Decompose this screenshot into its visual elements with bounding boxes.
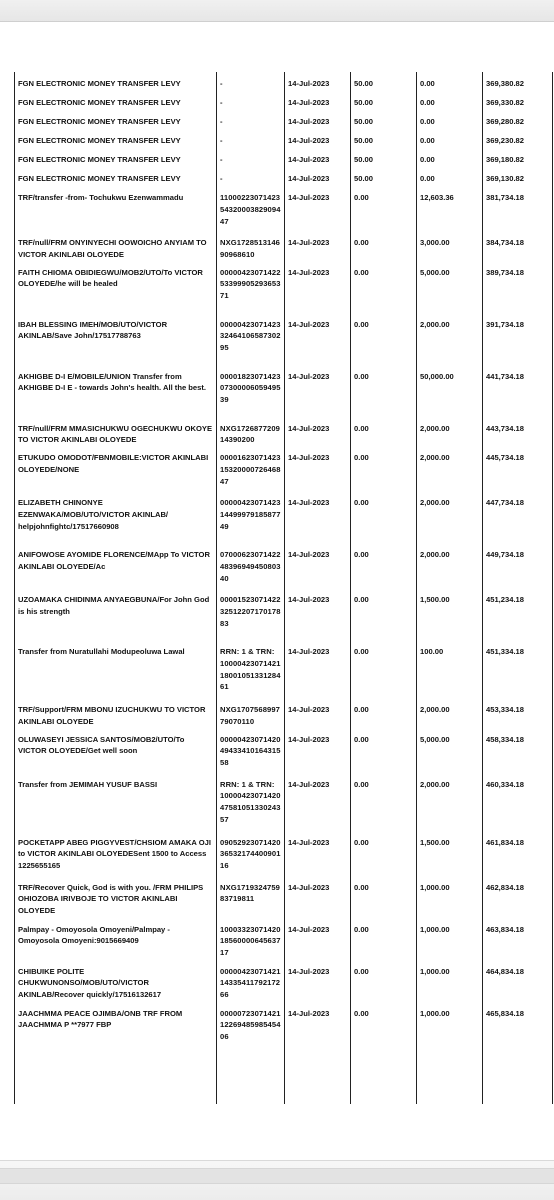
date-cell: 14-Jul-2023 bbox=[285, 588, 351, 640]
reference-cell: 1000332307142018560000645637 17 bbox=[217, 918, 285, 960]
debit-cell: 0.00 bbox=[351, 446, 417, 491]
credit-cell: 2,000.00 bbox=[417, 543, 483, 588]
transaction-row bbox=[15, 72, 553, 91]
date-cell: 14-Jul-2023 bbox=[285, 261, 351, 313]
reference-cell: 0000182307142307300006059495 39 bbox=[217, 365, 285, 417]
description-cell: CHIBUIKE POLITE CHUKWUNONSO/MOB/UTO/VICTOR AKINLAB/Recover quickly/17516132617 bbox=[15, 960, 217, 1002]
reference-cell: 0905292307142036532174400901 16 bbox=[217, 831, 285, 876]
debit-cell: 0.00 bbox=[351, 491, 417, 543]
credit-cell: 3,000.00 bbox=[417, 231, 483, 261]
balance-cell: 443,734.18 bbox=[483, 417, 553, 447]
empty-cell bbox=[351, 1044, 417, 1104]
reference-cell: - bbox=[217, 91, 285, 110]
date-cell: 14-Jul-2023 bbox=[285, 698, 351, 728]
reference-cell: - bbox=[217, 148, 285, 167]
balance-cell: 460,334.18 bbox=[483, 773, 553, 831]
description-cell: OLUWASEYI JESSICA SANTOS/MOB2/UTO/To VICTOR OLOYEDE/Get well soon bbox=[15, 728, 217, 773]
credit-cell: 1,500.00 bbox=[417, 588, 483, 640]
description-cell: Palmpay - Omoyosola Omoyeni/Palmpay - Omoyosola Omoyeni:9015669409 bbox=[15, 918, 217, 960]
balance-cell: 441,734.18 bbox=[483, 365, 553, 417]
debit-cell: 0.00 bbox=[351, 231, 417, 261]
balance-cell: 458,334.18 bbox=[483, 728, 553, 773]
debit-cell: 0.00 bbox=[351, 640, 417, 698]
date-cell: 14-Jul-2023 bbox=[285, 72, 351, 91]
transaction-row bbox=[15, 698, 553, 728]
credit-cell: 1,000.00 bbox=[417, 876, 483, 918]
reference-cell: - bbox=[217, 129, 285, 148]
transaction-row bbox=[15, 491, 553, 543]
transaction-row bbox=[15, 446, 553, 491]
reference-cell: 0000152307142232512207170178 83 bbox=[217, 588, 285, 640]
debit-cell: 0.00 bbox=[351, 186, 417, 231]
date-cell: 14-Jul-2023 bbox=[285, 491, 351, 543]
description-cell: ETUKUDO OMODOT/FBNMOBILE:VICTOR AKINLABI OLOYEDE/NONE bbox=[15, 446, 217, 491]
debit-cell: 0.00 bbox=[351, 876, 417, 918]
balance-cell: 465,834.18 bbox=[483, 1002, 553, 1044]
balance-cell: 445,734.18 bbox=[483, 446, 553, 491]
credit-cell: 2,000.00 bbox=[417, 773, 483, 831]
credit-cell: 0.00 bbox=[417, 148, 483, 167]
reference-cell: 0000042307142314499979185877 49 bbox=[217, 491, 285, 543]
reference-cell: 0000042307142114335411792172 66 bbox=[217, 960, 285, 1002]
transaction-row bbox=[15, 417, 553, 447]
credit-cell: 2,000.00 bbox=[417, 313, 483, 365]
empty-cell bbox=[15, 1044, 217, 1104]
reference-cell: 0000042307142253399905293653 71 bbox=[217, 261, 285, 313]
date-cell: 14-Jul-2023 bbox=[285, 365, 351, 417]
credit-cell: 50,000.00 bbox=[417, 365, 483, 417]
transaction-row bbox=[15, 110, 553, 129]
date-cell: 14-Jul-2023 bbox=[285, 313, 351, 365]
debit-cell: 0.00 bbox=[351, 918, 417, 960]
reference-cell: NXG171932475983719811 bbox=[217, 876, 285, 918]
transaction-row bbox=[15, 543, 553, 588]
reference-cell: - bbox=[217, 72, 285, 91]
date-cell: 14-Jul-2023 bbox=[285, 960, 351, 1002]
balance-cell: 369,380.82 bbox=[483, 72, 553, 91]
transaction-row bbox=[15, 960, 553, 1002]
debit-cell: 0.00 bbox=[351, 313, 417, 365]
description-cell: TRF/Recover Quick, God is with you. /FRM PHILIPS OHIOZOBA IRIVBOJE TO VICTOR AKINLABI OLOYEDE bbox=[15, 876, 217, 918]
date-cell: 14-Jul-2023 bbox=[285, 728, 351, 773]
credit-cell: 1,500.00 bbox=[417, 831, 483, 876]
balance-cell: 381,734.18 bbox=[483, 186, 553, 231]
empty-cell bbox=[417, 1044, 483, 1104]
debit-cell: 0.00 bbox=[351, 261, 417, 313]
description-cell: TRF/Support/FRM MBONU IZUCHUKWU TO VICTOR AKINLABI OLOYEDE bbox=[15, 698, 217, 728]
description-cell: JAACHMMA PEACE OJIMBA/ONB TRF FROM JAACHMMA P **7977 FBP bbox=[15, 1002, 217, 1044]
transaction-row bbox=[15, 186, 553, 231]
bottom-page-gap bbox=[0, 1160, 554, 1200]
date-cell: 14-Jul-2023 bbox=[285, 231, 351, 261]
debit-cell: 50.00 bbox=[351, 129, 417, 148]
reference-cell: - bbox=[217, 167, 285, 186]
credit-cell: 1,000.00 bbox=[417, 960, 483, 1002]
transaction-row bbox=[15, 167, 553, 186]
transactions-table bbox=[14, 72, 553, 1104]
transaction-row bbox=[15, 148, 553, 167]
reference-cell: 0000162307142315320000726468 47 bbox=[217, 446, 285, 491]
description-cell: FGN ELECTRONIC MONEY TRANSFER LEVY bbox=[15, 110, 217, 129]
balance-cell: 449,734.18 bbox=[483, 543, 553, 588]
reference-cell: NXG172851314690968610 bbox=[217, 231, 285, 261]
transaction-row bbox=[15, 261, 553, 313]
top-page-gap bbox=[0, 0, 554, 22]
reference-cell: RRN: 1 & TRN: 1000042307142118001051331284 61 bbox=[217, 640, 285, 698]
date-cell: 14-Jul-2023 bbox=[285, 129, 351, 148]
credit-cell: 0.00 bbox=[417, 129, 483, 148]
reference-cell: - bbox=[217, 110, 285, 129]
balance-cell: 369,330.82 bbox=[483, 91, 553, 110]
empty-cell bbox=[285, 1044, 351, 1104]
transaction-row bbox=[15, 773, 553, 831]
debit-cell: 0.00 bbox=[351, 773, 417, 831]
date-cell: 14-Jul-2023 bbox=[285, 167, 351, 186]
date-cell: 14-Jul-2023 bbox=[285, 918, 351, 960]
debit-cell: 50.00 bbox=[351, 167, 417, 186]
credit-cell: 2,000.00 bbox=[417, 417, 483, 447]
transaction-row bbox=[15, 918, 553, 960]
transactions-body bbox=[15, 72, 553, 1104]
description-cell: Transfer from Nuratullahi Modupeoluwa Lawal bbox=[15, 640, 217, 698]
description-cell: IBAH BLESSING IMEH/MOB/UTO/VICTOR AKINLAB/Save John/17517788763 bbox=[15, 313, 217, 365]
description-cell: TRF/null/FRM ONYINYECHI OOWOICHO ANYIAM TO VICTOR AKINLABI OLOYEDE bbox=[15, 231, 217, 261]
balance-cell: 464,834.18 bbox=[483, 960, 553, 1002]
transaction-row bbox=[15, 365, 553, 417]
credit-cell: 5,000.00 bbox=[417, 261, 483, 313]
credit-cell: 0.00 bbox=[417, 167, 483, 186]
description-cell: UZOAMAKA CHIDINMA ANYAEGBUNA/For John God is his strength bbox=[15, 588, 217, 640]
date-cell: 14-Jul-2023 bbox=[285, 640, 351, 698]
credit-cell: 0.00 bbox=[417, 110, 483, 129]
balance-cell: 391,734.18 bbox=[483, 313, 553, 365]
credit-cell: 0.00 bbox=[417, 72, 483, 91]
debit-cell: 0.00 bbox=[351, 1002, 417, 1044]
description-cell: TRF/transfer -from- Tochukwu Ezenwammadu bbox=[15, 186, 217, 231]
description-cell: TRF/null/FRM MMASICHUKWU OGECHUKWU OKOYE TO VICTOR AKINLABI OLOYEDE bbox=[15, 417, 217, 447]
balance-cell: 384,734.18 bbox=[483, 231, 553, 261]
balance-cell: 369,230.82 bbox=[483, 129, 553, 148]
credit-cell: 1,000.00 bbox=[417, 918, 483, 960]
description-cell: FGN ELECTRONIC MONEY TRANSFER LEVY bbox=[15, 72, 217, 91]
balance-cell: 451,234.18 bbox=[483, 588, 553, 640]
description-cell: Transfer from JEMIMAH YUSUF BASSI bbox=[15, 773, 217, 831]
debit-cell: 0.00 bbox=[351, 417, 417, 447]
statement-page bbox=[0, 22, 554, 1160]
date-cell: 14-Jul-2023 bbox=[285, 148, 351, 167]
description-cell: FGN ELECTRONIC MONEY TRANSFER LEVY bbox=[15, 167, 217, 186]
balance-cell: 389,734.18 bbox=[483, 261, 553, 313]
empty-cell bbox=[217, 1044, 285, 1104]
balance-cell: 451,334.18 bbox=[483, 640, 553, 698]
transaction-row bbox=[15, 588, 553, 640]
credit-cell: 5,000.00 bbox=[417, 728, 483, 773]
reference-cell: 0000042307142049433410164315 58 bbox=[217, 728, 285, 773]
credit-cell: 1,000.00 bbox=[417, 1002, 483, 1044]
balance-cell: 369,130.82 bbox=[483, 167, 553, 186]
balance-cell: 462,834.18 bbox=[483, 876, 553, 918]
debit-cell: 0.00 bbox=[351, 831, 417, 876]
debit-cell: 50.00 bbox=[351, 72, 417, 91]
balance-cell: 369,280.82 bbox=[483, 110, 553, 129]
debit-cell: 50.00 bbox=[351, 91, 417, 110]
transaction-row bbox=[15, 831, 553, 876]
table-filler-row bbox=[15, 1044, 553, 1104]
description-cell: ANIFOWOSE AYOMIDE FLORENCE/MApp To VICTOR AKINLABI OLOYEDE/Ac bbox=[15, 543, 217, 588]
date-cell: 14-Jul-2023 bbox=[285, 417, 351, 447]
date-cell: 14-Jul-2023 bbox=[285, 110, 351, 129]
reference-cell: 0700062307142248396949450803 40 bbox=[217, 543, 285, 588]
description-cell: AKHIGBE D-I E/MOBILE/UNION Transfer from AKHIGBE D-I E - towards John's health. All the best. bbox=[15, 365, 217, 417]
credit-cell: 100.00 bbox=[417, 640, 483, 698]
reference-cell: RRN: 1 & TRN: 1000042307142047581051330243 57 bbox=[217, 773, 285, 831]
credit-cell: 2,000.00 bbox=[417, 698, 483, 728]
date-cell: 14-Jul-2023 bbox=[285, 876, 351, 918]
date-cell: 14-Jul-2023 bbox=[285, 446, 351, 491]
debit-cell: 0.00 bbox=[351, 588, 417, 640]
empty-cell bbox=[483, 1044, 553, 1104]
description-cell: FGN ELECTRONIC MONEY TRANSFER LEVY bbox=[15, 91, 217, 110]
credit-cell: 0.00 bbox=[417, 91, 483, 110]
debit-cell: 0.00 bbox=[351, 960, 417, 1002]
transaction-row bbox=[15, 313, 553, 365]
date-cell: 14-Jul-2023 bbox=[285, 1002, 351, 1044]
reference-cell: NXG172687720914390200 bbox=[217, 417, 285, 447]
date-cell: 14-Jul-2023 bbox=[285, 773, 351, 831]
transaction-row bbox=[15, 129, 553, 148]
credit-cell: 2,000.00 bbox=[417, 446, 483, 491]
credit-cell: 2,000.00 bbox=[417, 491, 483, 543]
transaction-row bbox=[15, 1002, 553, 1044]
transaction-row bbox=[15, 91, 553, 110]
transaction-row bbox=[15, 876, 553, 918]
debit-cell: 0.00 bbox=[351, 543, 417, 588]
description-cell: FGN ELECTRONIC MONEY TRANSFER LEVY bbox=[15, 148, 217, 167]
description-cell: ELIZABETH CHINONYE EZENWAKA/MOB/UTO/VICTOR AKINLAB/ helpjohnfightc/17517660908 bbox=[15, 491, 217, 543]
debit-cell: 0.00 bbox=[351, 698, 417, 728]
debit-cell: 50.00 bbox=[351, 148, 417, 167]
reference-cell: NXG170756899779070110 bbox=[217, 698, 285, 728]
balance-cell: 369,180.82 bbox=[483, 148, 553, 167]
reference-cell: 0000072307142112269485985454 06 bbox=[217, 1002, 285, 1044]
debit-cell: 50.00 bbox=[351, 110, 417, 129]
transaction-row bbox=[15, 231, 553, 261]
credit-cell: 12,603.36 bbox=[417, 186, 483, 231]
balance-cell: 463,834.18 bbox=[483, 918, 553, 960]
transaction-row bbox=[15, 728, 553, 773]
reference-cell: 1100022307142354320003829094 47 bbox=[217, 186, 285, 231]
date-cell: 14-Jul-2023 bbox=[285, 186, 351, 231]
balance-cell: 461,834.18 bbox=[483, 831, 553, 876]
description-cell: FAITH CHIOMA OBIDIEGWU/MOB2/UTO/To VICTOR OLOYEDE/he will be healed bbox=[15, 261, 217, 313]
description-cell: POCKETAPP ABEG PIGGYVEST/CHSIOM AMAKA OJI to VICTOR AKINLABI OLOYEDESent 1500 to Access 1225655165 bbox=[15, 831, 217, 876]
balance-cell: 447,734.18 bbox=[483, 491, 553, 543]
balance-cell: 453,334.18 bbox=[483, 698, 553, 728]
debit-cell: 0.00 bbox=[351, 365, 417, 417]
date-cell: 14-Jul-2023 bbox=[285, 91, 351, 110]
reference-cell: 0000042307142332464106587302 95 bbox=[217, 313, 285, 365]
transaction-row bbox=[15, 640, 553, 698]
debit-cell: 0.00 bbox=[351, 728, 417, 773]
date-cell: 14-Jul-2023 bbox=[285, 543, 351, 588]
description-cell: FGN ELECTRONIC MONEY TRANSFER LEVY bbox=[15, 129, 217, 148]
date-cell: 14-Jul-2023 bbox=[285, 831, 351, 876]
